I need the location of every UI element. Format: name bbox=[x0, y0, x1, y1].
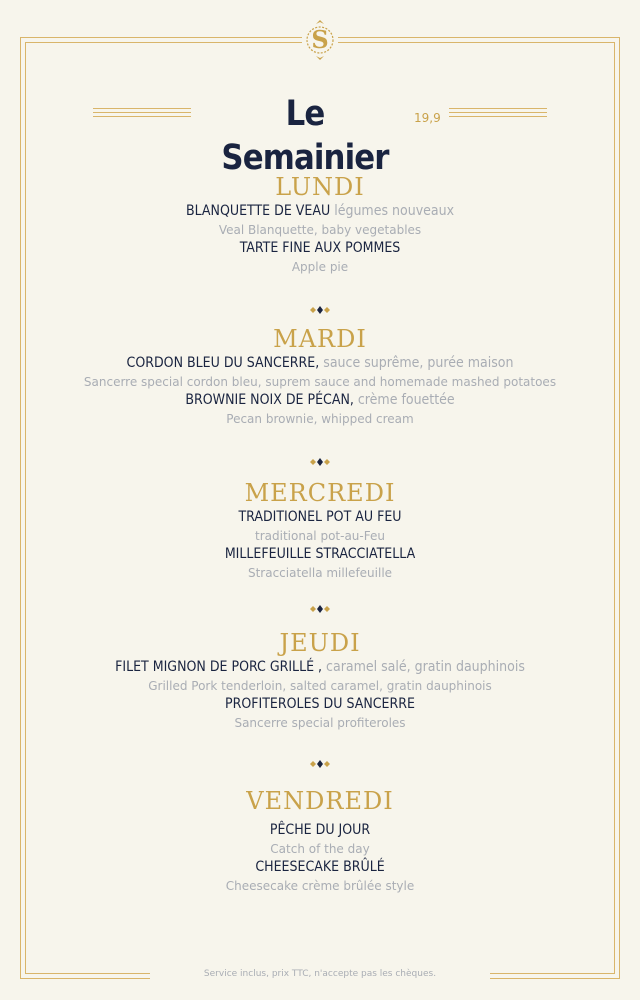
dish-translation: Sancerre special cordon bleu, suprem sauce and homemade mashed potatoes bbox=[83, 375, 557, 389]
dish-translation: Sancerre special profiteroles bbox=[234, 716, 406, 730]
dish-line bbox=[0, 354, 640, 373]
dish-translation: Cheesecake crème brûlée style bbox=[225, 879, 415, 893]
day-name: JEUDI bbox=[279, 629, 361, 657]
day-section-mercredi bbox=[0, 480, 640, 582]
dish-name: TRADITIONEL POT AU FEU bbox=[238, 509, 402, 525]
dish-line bbox=[0, 239, 640, 258]
dish-translation: Grilled Pork tenderloin, salted caramel, gratin dauphinois bbox=[148, 679, 492, 693]
diamond-separator-icon bbox=[0, 754, 640, 766]
svg-text:S: S bbox=[311, 25, 329, 54]
dish-accompaniment: légumes nouveaux bbox=[330, 203, 455, 219]
dish-line bbox=[0, 391, 640, 410]
dish-name: CORDON BLEU DU SANCERRE, bbox=[126, 355, 320, 371]
diamond-separator-icon bbox=[0, 300, 640, 312]
dish-name: FILET MIGNON DE PORC GRILLÉ , bbox=[115, 659, 323, 675]
dish-translation: Catch of the day bbox=[270, 842, 370, 856]
dish-accompaniment: crème fouettée bbox=[353, 392, 455, 408]
dish-line bbox=[0, 858, 640, 877]
day-name: MARDI bbox=[273, 325, 367, 353]
dish-name: TARTE FINE AUX POMMES bbox=[239, 240, 401, 256]
day-section-mardi bbox=[0, 326, 640, 428]
dish-name: PROFITEROLES DU SANCERRE bbox=[225, 696, 415, 712]
title-rule-right bbox=[449, 108, 547, 117]
dish-name: MILLEFEUILLE STRACCIATELLA bbox=[224, 546, 416, 562]
day-section-vendredi bbox=[0, 788, 640, 895]
dish-name: PÊCHE DU JOUR bbox=[269, 822, 371, 838]
day-section-lundi bbox=[0, 174, 640, 276]
dish-name: BROWNIE NOIX DE PÉCAN, bbox=[185, 392, 354, 408]
dish-name: CHEESECAKE BRÛLÉ bbox=[255, 859, 385, 875]
dish-line bbox=[0, 658, 640, 677]
day-name: LUNDI bbox=[275, 173, 365, 201]
dish-line bbox=[0, 202, 640, 221]
dish-translation: Pecan brownie, whipped cream bbox=[226, 412, 414, 426]
dish-translation: Stracciatella millefeuille bbox=[247, 566, 393, 580]
ornate-s-monogram-icon bbox=[302, 18, 338, 62]
dish-line bbox=[0, 545, 640, 564]
day-section-jeudi bbox=[0, 630, 640, 732]
day-name: MERCREDI bbox=[244, 479, 396, 507]
dish-translation: Apple pie bbox=[291, 260, 349, 274]
dish-line bbox=[0, 695, 640, 714]
menu-title: Le Semainier bbox=[221, 94, 389, 178]
title-rule-left bbox=[93, 108, 191, 117]
dish-line bbox=[0, 821, 640, 840]
dish-translation: Veal Blanquette, baby vegetables bbox=[218, 223, 422, 237]
diamond-separator-icon bbox=[0, 599, 640, 611]
dish-name: BLANQUETTE DE VEAU bbox=[185, 203, 331, 219]
dish-translation: traditional pot-au-Feu bbox=[255, 529, 385, 543]
menu-price: 19,9 bbox=[414, 111, 441, 125]
dish-accompaniment: caramel salé, gratin dauphinois bbox=[322, 659, 525, 675]
dish-line bbox=[0, 508, 640, 527]
menu-header bbox=[0, 92, 640, 178]
dish-accompaniment: sauce suprême, purée maison bbox=[319, 355, 514, 371]
diamond-separator-icon bbox=[0, 452, 640, 464]
day-name: VENDREDI bbox=[246, 787, 394, 815]
footer-note: Service inclus, prix TTC, n'accepte pas les chèques. bbox=[150, 967, 490, 981]
